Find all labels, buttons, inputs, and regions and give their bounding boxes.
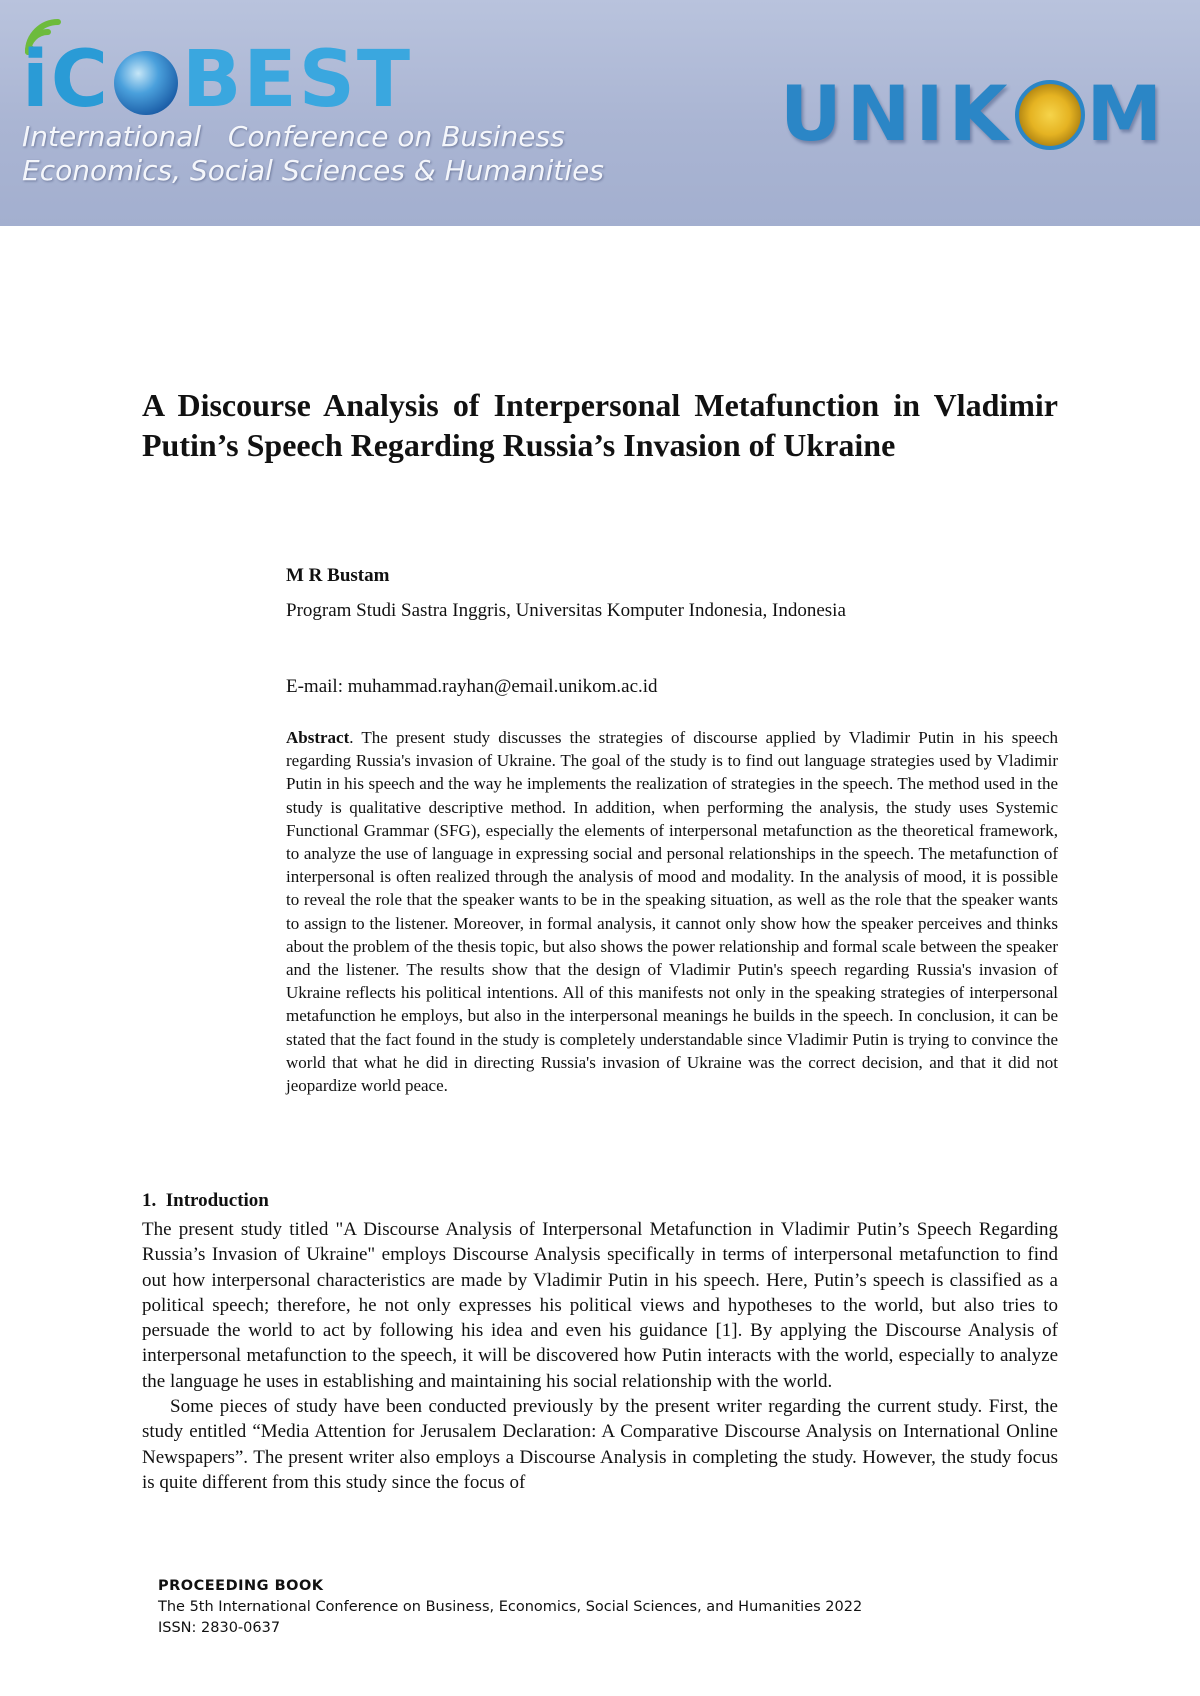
globe-icon [114, 51, 178, 115]
abstract [286, 726, 1058, 1097]
abstract-label: Abstract [286, 728, 350, 747]
abstract-text: . The present study discusses the strategies of discourse applied by Vladimir Putin in his speech regarding Russia's invasion of Ukraine. The goal of the study is to find out language strategies used by Vladimir Putin in his speech and the way he implements the realization of strategies in the speech. The method used in the study is qualitative descriptive method. In addition, when performing the analysis, the study uses Systemic Functional Grammar (SFG), especially the elements of interpersonal metafunction as the theoretical framework, to analyze the use of language in expressing social and personal relationships in the speech. The metafunction of interpersonal is often realized through the analysis of mood and modality. In the analysis of mood, it is possible to reveal the role that the speaker wants to be in the speaking situation, as well as the role that the speaker wants to assign to the listener. Moreover, in formal analysis, it cannot only show how the speaker perceives and thinks about the problem of the thesis topic, but also shows the power relationship and formal scale between the speaker and the listener. The results show that the design of Vladimir Putin's speech regarding Russia's invasion of Ukraine reflects his political intentions. All of this manifests not only in the speaking strategies of interpersonal metafunction he employs, but also in the interpersonal meanings he builds in the speech. In conclusion, it can be stated that the fact found in the study is completely understandable since Vladimir Putin is trying to convince the world that what he did in directing Russia's invasion of Ukraine was the correct decision, and that it did not jeopardize world peace. [286, 728, 1058, 1096]
footer-label: PROCEEDING BOOK [158, 1578, 324, 1594]
conference-name-line-1: International Conference on Business [22, 120, 565, 153]
logo-prefix: iC [22, 35, 110, 125]
author-name: M R Bustam [286, 565, 390, 586]
introduction-body [142, 1217, 1058, 1495]
author-email: E-mail: muhammad.rayhan@email.unikom.ac.id [286, 676, 658, 697]
intro-paragraph: The present study titled "A Discourse Analysis of Interpersonal Metafunction in Vladimir Putin’s Speech Regarding Russia’s Invasion of Ukraine" employs Discourse Analysis specifically in terms of interpersonal metafunction to find out how interpersonal characteristics are made by Vladimir Putin in his speech. Here, Putin’s speech is classified as a political speech; therefore, he not only expresses his political views and hypotheses to the world, but also tries to persuade the world to act by following his idea and even his guidance [1]. By applying the Discourse Analysis of interpersonal metafunction to the speech, it will be discovered how Putin interacts with the world, especially to analyze the language he uses in establishing and maintaining his social relationship with the world. [142, 1219, 1058, 1392]
section-heading-introduction: 1. Introduction [142, 1190, 269, 1211]
intro-paragraph: Some pieces of study have been conducted previously by the present writer regarding the current study. First, the study entitled “Media Attention for Jerusalem Declaration: A Comparative Discourse Analysis on International Online Newspapers”. The present writer also employs a Discourse Analysis in completing the study. However, the study focus is quite different from this study since the focus of [142, 1396, 1058, 1493]
conference-banner [0, 0, 1200, 226]
unikom-prefix: UNIK [780, 68, 1013, 158]
unikom-logo [780, 68, 1167, 158]
logo-suffix: BEST [181, 35, 413, 125]
footer-conference: The 5th International Conference on Business, Economics, Social Sciences, and Humanities 2022 [158, 1599, 863, 1615]
proceeding-footer [158, 1576, 862, 1639]
unikom-suffix: M [1086, 68, 1168, 158]
university-seal-icon [1015, 80, 1085, 150]
conference-name-line-2: Economics, Social Sciences & Humanities [22, 154, 604, 187]
footer-issn: ISSN: 2830-0637 [158, 1620, 281, 1636]
conference-name [22, 120, 662, 188]
paper-title: A Discourse Analysis of Interpersonal Metafunction in Vladimir Putin’s Speech Regarding Russia’s Invasion of Ukraine [142, 387, 1058, 463]
icobest-logo [22, 35, 413, 125]
author-affiliation: Program Studi Sastra Inggris, Universitas Komputer Indonesia, Indonesia [286, 600, 846, 621]
